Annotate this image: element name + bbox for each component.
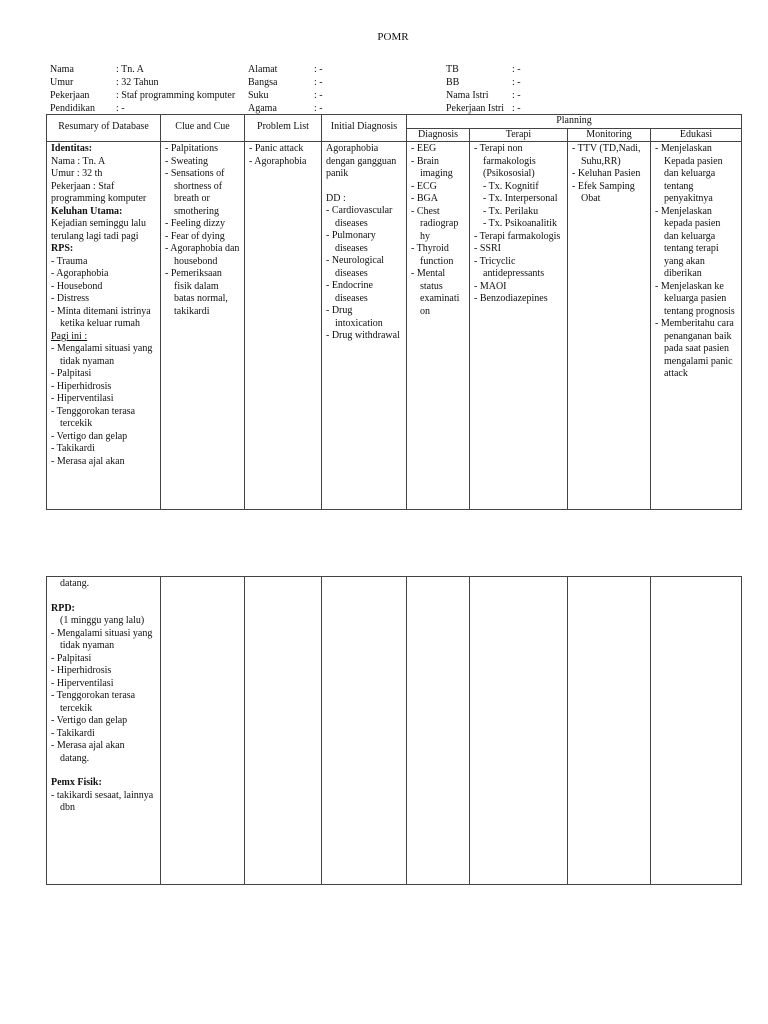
- terapi-cell: [470, 142, 568, 510]
- header-edukasi: Edukasi: [651, 128, 742, 142]
- dd-item: - Pulmonary diseases: [326, 230, 376, 254]
- terapi-item: - Terapi non farmakologis (Psikososial): [474, 143, 536, 179]
- header-resumary: Resumary of Database: [47, 115, 161, 142]
- pomr-table-continued: [46, 576, 742, 885]
- monitoring-cell: [568, 142, 651, 510]
- info-value: : -: [314, 77, 323, 88]
- rpd-item: - Hiperhidrosis: [51, 665, 112, 676]
- pagi-item: - Mengalami situasi yang tidak nyaman: [51, 343, 153, 367]
- diagnosis-item: - Chest radiograp hy: [411, 205, 459, 242]
- clue-item: - Pemeriksaan fisik dalam batas normal, takikardi: [165, 268, 228, 317]
- identitas-heading: Identitas:: [51, 143, 93, 154]
- empty-cell: [245, 577, 322, 885]
- diagnosis-item: - ECG: [411, 180, 437, 192]
- rps-heading: RPS:: [51, 243, 74, 254]
- diagnosis-cell: [407, 142, 470, 510]
- pagi-item: - Takikardi: [51, 443, 95, 454]
- pagi-item: - Merasa ajal akan: [51, 455, 125, 467]
- header-monitoring: Monitoring: [568, 128, 651, 142]
- info-value: : Staf programming komputer: [116, 90, 236, 101]
- rpd-item: - Tenggorokan terasa tercekik: [51, 690, 136, 714]
- edukasi-item: - Menjelaskan kepada pasien dan keluarga tentang terapi yang akan diberikan: [655, 205, 721, 279]
- rpd-item: - Hiperventilasi: [51, 677, 114, 689]
- database-cell: [47, 142, 161, 510]
- info-label: Umur: [50, 77, 74, 88]
- info-value: : -: [314, 64, 323, 75]
- rpd-item: - Mengalami situasi yang tidak nyaman: [51, 627, 153, 651]
- rpd-item: - Palpitasi: [51, 652, 92, 664]
- edukasi-item: - Memberitahu cara penanganan baik pada saat pasien mengalami panic attack: [655, 318, 734, 379]
- header-planning: Planning: [407, 115, 742, 129]
- terapi-item: - Tricyclic antidepressants: [474, 255, 545, 279]
- pagi-item: - Vertigo dan gelap: [51, 430, 128, 442]
- header-diagnosis: Diagnosis: [407, 128, 470, 142]
- empty-cell: [568, 577, 651, 885]
- header-row: [47, 115, 742, 129]
- clue-item: - Fear of dying: [165, 230, 225, 242]
- dd-heading: DD :: [326, 192, 346, 204]
- pagi-item: - Hiperventilasi: [51, 393, 114, 404]
- keluhan-text: Kejadian seminggu lalu terulang lagi tadi pagi: [51, 218, 146, 242]
- empty-cell: [161, 577, 245, 885]
- terapi-item: - Benzodiazepines: [474, 293, 548, 304]
- monitoring-item: - Keluhan Pasien: [572, 168, 641, 179]
- problem-item: - Agoraphobia: [249, 155, 307, 167]
- diagnosis-item: - EEG: [411, 143, 437, 154]
- database-cell-continued: [47, 577, 161, 885]
- empty-cell: [470, 577, 568, 885]
- rps-item: - Distress: [51, 293, 90, 304]
- monitoring-item: - TTV (TD,Nadi, Suhu,RR): [572, 143, 641, 167]
- diagnosis-item: - BGA: [411, 193, 438, 204]
- pagi-item: - Tenggorokan terasa tercekik: [51, 405, 136, 429]
- initial-cell: [322, 142, 407, 510]
- rps-item: - Minta ditemani istrinya ketika keluar rumah: [51, 305, 151, 329]
- clue-item: - Sweating: [165, 155, 209, 167]
- info-label: Nama: [50, 64, 74, 75]
- clue-item: - Agoraphobia dan housebond: [165, 243, 240, 267]
- header-clue-cue: Clue and Cue: [161, 115, 245, 142]
- initial-main: Agoraphobia dengan gangguan panik: [326, 143, 397, 179]
- datang-text: datang.: [60, 578, 90, 589]
- terapi-item: - SSRI: [474, 243, 501, 254]
- info-value: : Tn. A: [116, 64, 144, 75]
- identitas-line: Pekerjaan : Staf programming komputer: [51, 180, 147, 204]
- dd-item: - Endocrine diseases: [326, 280, 373, 304]
- info-value: : -: [512, 64, 521, 75]
- empty-cell: [407, 577, 470, 885]
- terapi-item: - Terapi farmakologis: [474, 230, 561, 242]
- edukasi-item: - Menjelaskan ke keluarga pasien tentang prognosis: [655, 280, 735, 317]
- rpd-heading: RPD:: [51, 602, 75, 614]
- info-value: : -: [314, 103, 323, 114]
- terapi-item: - Tx. Kognitif: [483, 180, 539, 192]
- info-value: : -: [512, 103, 521, 114]
- clue-cell: [161, 142, 245, 510]
- clue-item: - Feeling dizzy: [165, 218, 225, 229]
- identitas-line: Nama : Tn. A: [51, 155, 106, 167]
- edukasi-cell: [651, 142, 742, 510]
- identitas-line: Umur : 32 th: [51, 168, 103, 179]
- info-label: Pekerjaan: [50, 90, 90, 101]
- info-label: TB: [446, 64, 459, 75]
- pagi-item: - Palpitasi: [51, 368, 92, 379]
- dd-item: - Drug intoxication: [326, 305, 383, 329]
- terapi-item: - Tx. Interpersonal: [483, 193, 558, 204]
- rpd-item: - Vertigo dan gelap: [51, 715, 128, 726]
- pomr-table: [46, 114, 742, 510]
- info-value: : -: [512, 90, 521, 101]
- rpd-item: - Merasa ajal akan datang.: [51, 740, 125, 764]
- info-label: Suku: [248, 90, 269, 101]
- info-value: : -: [512, 77, 521, 88]
- info-label: Bangsa: [248, 77, 278, 88]
- info-label: Pendidikan: [50, 103, 95, 114]
- pagi-item: - Hiperhidrosis: [51, 380, 112, 392]
- clue-item: - Sensations of shortness of breath or smothering: [165, 168, 225, 217]
- diagnosis-item: - Brain imaging: [411, 155, 453, 179]
- terapi-item: - Tx. Perilaku: [483, 205, 539, 217]
- rpd-item: - Takikardi: [51, 727, 95, 739]
- info-label: BB: [446, 77, 460, 88]
- info-label: Pekerjaan Istri: [446, 103, 505, 114]
- header-initial-diagnosis: Initial Diagnosis: [322, 115, 407, 142]
- pagi-heading: Pagi ini :: [51, 330, 88, 342]
- rpd-subheading: (1 minggu yang lalu): [60, 615, 145, 626]
- info-label: Agama: [248, 103, 277, 114]
- terapi-item: - MAOI: [474, 280, 507, 292]
- info-value: : -: [116, 103, 125, 114]
- problem-cell: [245, 142, 322, 510]
- info-label: Alamat: [248, 64, 278, 75]
- empty-cell: [322, 577, 407, 885]
- header-problem-list: Problem List: [245, 115, 322, 142]
- diagnosis-item: - Thyroid function: [411, 243, 454, 267]
- dd-item: - Neurological diseases: [326, 255, 385, 279]
- dd-item: - Cardiovascular diseases: [326, 205, 393, 229]
- monitoring-item: - Efek Samping Obat: [572, 180, 635, 204]
- diagnosis-item: - Mental status examinati on: [411, 268, 460, 317]
- info-label: Nama Istri: [446, 90, 489, 101]
- terapi-item: - Tx. Psikoanalitik: [483, 218, 557, 229]
- rps-item: - Agoraphobia: [51, 268, 109, 279]
- document-title: POMR: [377, 31, 409, 43]
- empty-cell: [651, 577, 742, 885]
- problem-item: - Panic attack: [249, 143, 304, 154]
- edukasi-item: - Menjelaskan Kepada pasien dan keluarga tentang penyakitnya: [655, 143, 723, 204]
- dd-item: - Drug withdrawal: [326, 330, 400, 341]
- continued-row: [47, 577, 742, 885]
- content-row: [47, 142, 742, 510]
- keluhan-heading: Keluhan Utama:: [51, 205, 123, 217]
- info-value: : 32 Tahun: [116, 77, 159, 88]
- pemx-heading: Pemx Fisik:: [51, 777, 102, 788]
- pemx-item: - takikardi sesaat, lainnya dbn: [51, 789, 154, 813]
- header-terapi: Terapi: [470, 128, 568, 142]
- clue-item: - Palpitations: [165, 143, 219, 154]
- rps-item: - Trauma: [51, 255, 88, 267]
- info-value: : -: [314, 90, 323, 101]
- rps-item: - Housebond: [51, 280, 103, 292]
